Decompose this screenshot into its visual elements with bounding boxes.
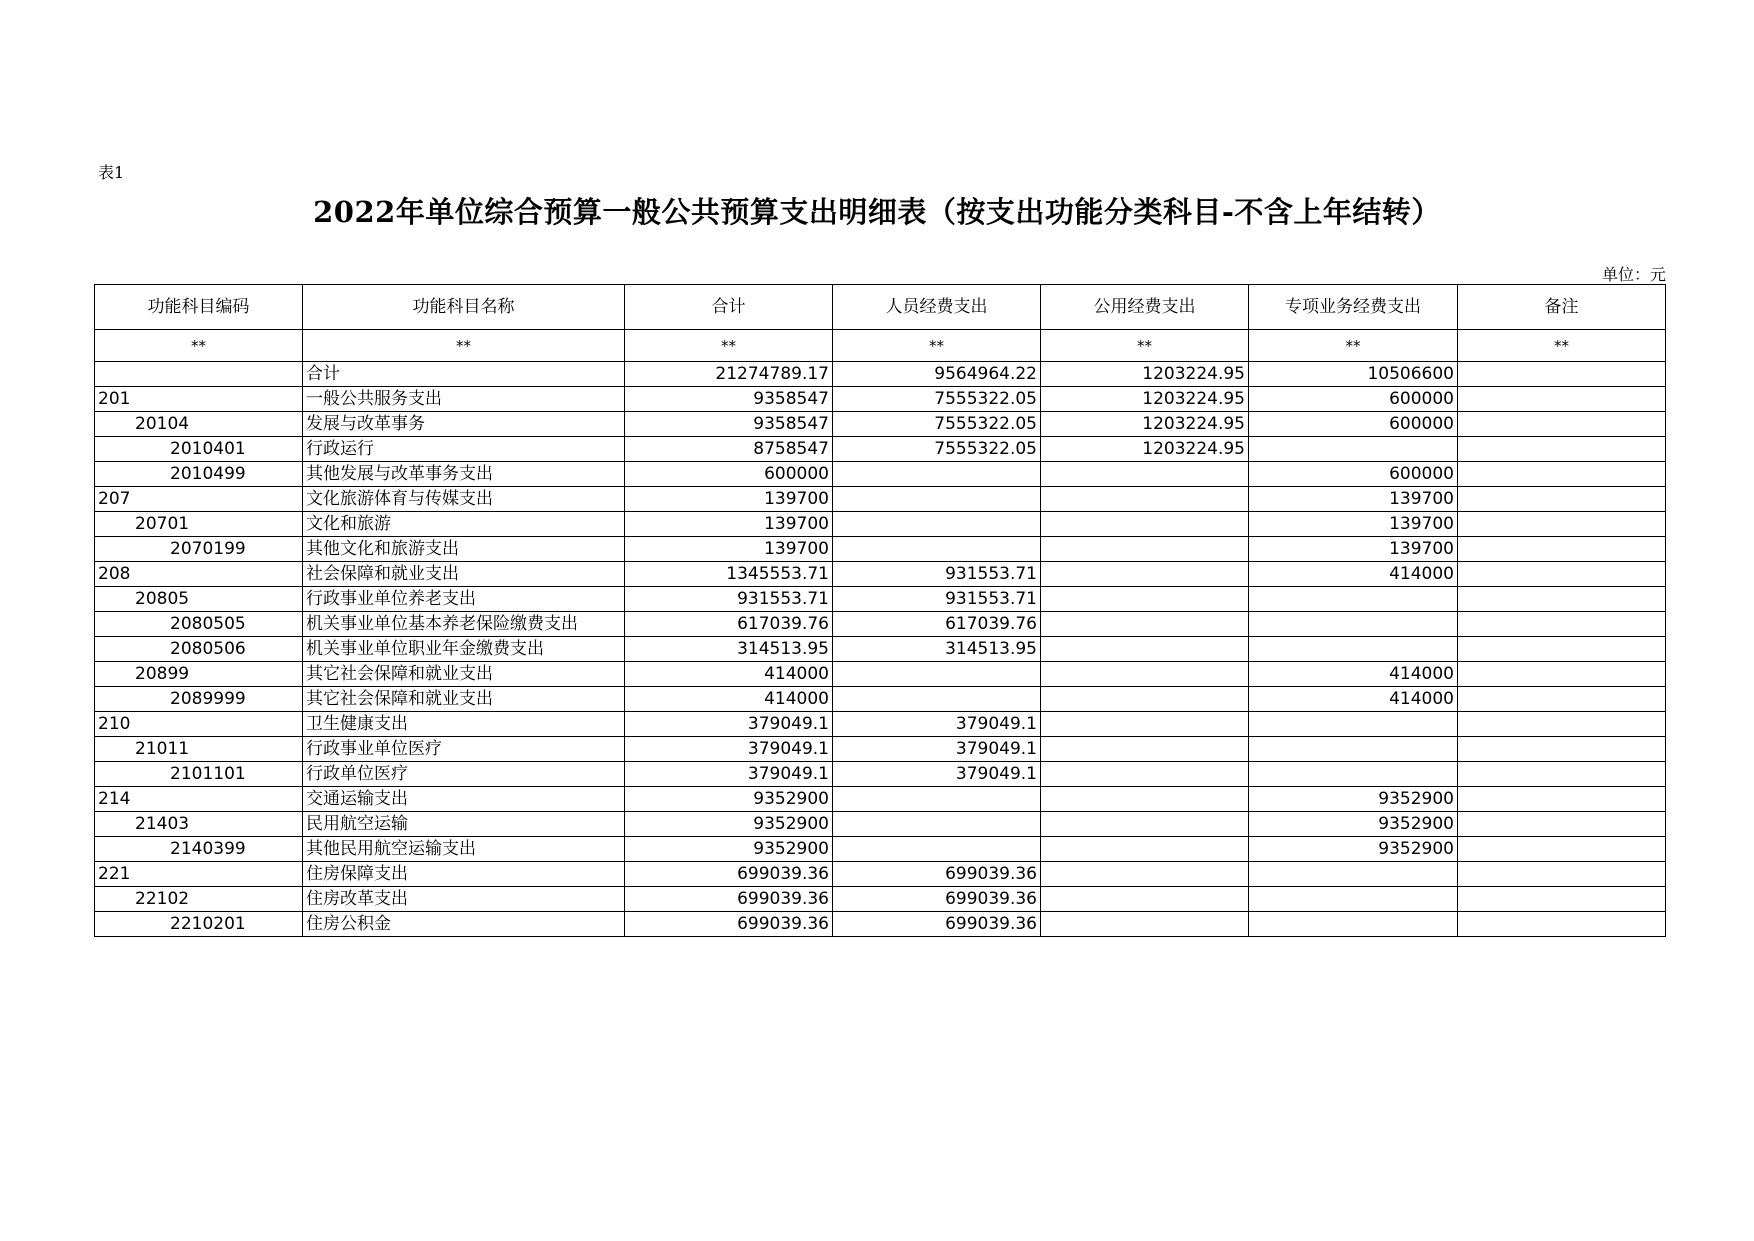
cell-note (1458, 612, 1666, 637)
cell-name: 其他民用航空运输支出 (303, 837, 625, 862)
cell-total: 931553.71 (625, 587, 833, 612)
cell-total: 9352900 (625, 787, 833, 812)
cell-note (1458, 837, 1666, 862)
marker-cell: ** (1041, 330, 1249, 362)
cell-note (1458, 487, 1666, 512)
table-row (95, 737, 1666, 762)
table-row (95, 437, 1666, 462)
table-row (95, 862, 1666, 887)
cell-personnel (833, 812, 1041, 837)
cell-code: 21011 (95, 737, 303, 762)
cell-name: 机关事业单位基本养老保险缴费支出 (303, 612, 625, 637)
cell-code: 2210201 (95, 912, 303, 937)
cell-note (1458, 362, 1666, 387)
cell-note (1458, 412, 1666, 437)
cell-personnel: 7555322.05 (833, 437, 1041, 462)
cell-total: 379049.1 (625, 737, 833, 762)
cell-total: 600000 (625, 462, 833, 487)
cell-public: 1203224.95 (1041, 362, 1249, 387)
cell-note (1458, 787, 1666, 812)
cell-name: 行政运行 (303, 437, 625, 462)
table-row (95, 612, 1666, 637)
cell-name: 卫生健康支出 (303, 712, 625, 737)
cell-personnel: 7555322.05 (833, 387, 1041, 412)
cell-name: 住房改革支出 (303, 887, 625, 912)
cell-personnel: 379049.1 (833, 737, 1041, 762)
marker-cell: ** (625, 330, 833, 362)
marker-cell: ** (1249, 330, 1458, 362)
cell-personnel: 379049.1 (833, 762, 1041, 787)
cell-note (1458, 387, 1666, 412)
cell-personnel (833, 487, 1041, 512)
cell-name: 文化旅游体育与传媒支出 (303, 487, 625, 512)
cell-total: 9352900 (625, 812, 833, 837)
table-row (95, 562, 1666, 587)
cell-code (95, 362, 303, 387)
budget-expenditure-table (94, 284, 1666, 937)
table-row (95, 587, 1666, 612)
cell-code: 20104 (95, 412, 303, 437)
cell-code: 2080505 (95, 612, 303, 637)
cell-code: 2089999 (95, 687, 303, 712)
cell-note (1458, 762, 1666, 787)
table-row (95, 487, 1666, 512)
cell-total: 699039.36 (625, 912, 833, 937)
cell-public: 1203224.95 (1041, 412, 1249, 437)
cell-public (1041, 837, 1249, 862)
cell-note (1458, 562, 1666, 587)
cell-name: 交通运输支出 (303, 787, 625, 812)
table-row (95, 787, 1666, 812)
marker-cell: ** (833, 330, 1041, 362)
table-row (95, 462, 1666, 487)
cell-name: 文化和旅游 (303, 512, 625, 537)
cell-public (1041, 562, 1249, 587)
marker-row (95, 330, 1666, 362)
cell-special (1249, 712, 1458, 737)
header-note: 备注 (1458, 285, 1666, 330)
cell-special (1249, 437, 1458, 462)
cell-special (1249, 637, 1458, 662)
cell-code: 20701 (95, 512, 303, 537)
table-row (95, 687, 1666, 712)
cell-code: 221 (95, 862, 303, 887)
cell-code: 2080506 (95, 637, 303, 662)
cell-personnel: 699039.36 (833, 862, 1041, 887)
header-total: 合计 (625, 285, 833, 330)
cell-note (1458, 437, 1666, 462)
cell-public (1041, 737, 1249, 762)
cell-code: 207 (95, 487, 303, 512)
marker-cell: ** (1458, 330, 1666, 362)
marker-cell: ** (95, 330, 303, 362)
table-row (95, 537, 1666, 562)
cell-code: 210 (95, 712, 303, 737)
cell-total: 414000 (625, 662, 833, 687)
cell-code: 2010499 (95, 462, 303, 487)
table-row (95, 387, 1666, 412)
cell-name: 其他发展与改革事务支出 (303, 462, 625, 487)
cell-note (1458, 687, 1666, 712)
cell-personnel: 9564964.22 (833, 362, 1041, 387)
table-row (95, 762, 1666, 787)
cell-special (1249, 862, 1458, 887)
header-name: 功能科目名称 (303, 285, 625, 330)
cell-special (1249, 887, 1458, 912)
cell-name: 行政事业单位医疗 (303, 737, 625, 762)
marker-cell: ** (303, 330, 625, 362)
cell-code: 214 (95, 787, 303, 812)
cell-public (1041, 612, 1249, 637)
cell-personnel: 617039.76 (833, 612, 1041, 637)
cell-total: 699039.36 (625, 862, 833, 887)
cell-public (1041, 462, 1249, 487)
cell-name: 一般公共服务支出 (303, 387, 625, 412)
cell-public (1041, 862, 1249, 887)
cell-code: 2010401 (95, 437, 303, 462)
cell-special (1249, 762, 1458, 787)
cell-special: 414000 (1249, 687, 1458, 712)
cell-personnel: 379049.1 (833, 712, 1041, 737)
cell-name: 其他文化和旅游支出 (303, 537, 625, 562)
cell-special: 600000 (1249, 387, 1458, 412)
cell-public (1041, 662, 1249, 687)
cell-total: 139700 (625, 512, 833, 537)
cell-personnel: 931553.71 (833, 562, 1041, 587)
cell-public (1041, 812, 1249, 837)
cell-personnel: 314513.95 (833, 637, 1041, 662)
cell-public (1041, 487, 1249, 512)
cell-note (1458, 512, 1666, 537)
cell-special: 414000 (1249, 562, 1458, 587)
cell-total: 9352900 (625, 837, 833, 862)
cell-public: 1203224.95 (1041, 437, 1249, 462)
table-row (95, 412, 1666, 437)
cell-name: 其它社会保障和就业支出 (303, 687, 625, 712)
cell-name: 民用航空运输 (303, 812, 625, 837)
document-title: 2022年单位综合预算一般公共预算支出明细表（按支出功能分类科目-不含上年结转） (313, 195, 1441, 229)
table-row (95, 887, 1666, 912)
cell-note (1458, 887, 1666, 912)
cell-total: 314513.95 (625, 637, 833, 662)
cell-code: 208 (95, 562, 303, 587)
cell-code: 2101101 (95, 762, 303, 787)
cell-public (1041, 537, 1249, 562)
cell-note (1458, 712, 1666, 737)
cell-personnel (833, 462, 1041, 487)
cell-total: 414000 (625, 687, 833, 712)
cell-public (1041, 887, 1249, 912)
cell-code: 2140399 (95, 837, 303, 862)
cell-special: 414000 (1249, 662, 1458, 687)
cell-personnel (833, 662, 1041, 687)
cell-code: 20805 (95, 587, 303, 612)
cell-code: 2070199 (95, 537, 303, 562)
cell-name: 社会保障和就业支出 (303, 562, 625, 587)
cell-name: 机关事业单位职业年金缴费支出 (303, 637, 625, 662)
cell-personnel: 699039.36 (833, 912, 1041, 937)
cell-special: 9352900 (1249, 837, 1458, 862)
cell-public (1041, 762, 1249, 787)
cell-personnel: 931553.71 (833, 587, 1041, 612)
cell-note (1458, 662, 1666, 687)
cell-special: 139700 (1249, 487, 1458, 512)
cell-public (1041, 512, 1249, 537)
cell-code: 20899 (95, 662, 303, 687)
cell-code: 201 (95, 387, 303, 412)
cell-public (1041, 687, 1249, 712)
cell-public: 1203224.95 (1041, 387, 1249, 412)
cell-personnel: 699039.36 (833, 887, 1041, 912)
header-personnel: 人员经费支出 (833, 285, 1041, 330)
cell-special: 600000 (1249, 462, 1458, 487)
cell-note (1458, 637, 1666, 662)
cell-total: 21274789.17 (625, 362, 833, 387)
cell-note (1458, 537, 1666, 562)
cell-special (1249, 912, 1458, 937)
cell-special (1249, 587, 1458, 612)
cell-code: 22102 (95, 887, 303, 912)
cell-total: 379049.1 (625, 762, 833, 787)
cell-public (1041, 787, 1249, 812)
cell-total: 1345553.71 (625, 562, 833, 587)
cell-public (1041, 912, 1249, 937)
table-row (95, 662, 1666, 687)
table-row (95, 512, 1666, 537)
header-row (95, 285, 1666, 330)
cell-name: 合计 (303, 362, 625, 387)
cell-total: 8758547 (625, 437, 833, 462)
cell-personnel (833, 537, 1041, 562)
cell-personnel (833, 787, 1041, 812)
cell-total: 139700 (625, 487, 833, 512)
cell-special: 9352900 (1249, 787, 1458, 812)
cell-personnel (833, 687, 1041, 712)
unit-label: 单位：元 (1601, 265, 1666, 284)
cell-note (1458, 737, 1666, 762)
header-special: 专项业务经费支出 (1249, 285, 1458, 330)
cell-public (1041, 637, 1249, 662)
header-code: 功能科目编码 (95, 285, 303, 330)
cell-personnel (833, 837, 1041, 862)
cell-name: 行政单位医疗 (303, 762, 625, 787)
cell-public (1041, 587, 1249, 612)
cell-code: 21403 (95, 812, 303, 837)
cell-note (1458, 812, 1666, 837)
cell-name: 住房公积金 (303, 912, 625, 937)
table-row (95, 812, 1666, 837)
cell-total: 9358547 (625, 387, 833, 412)
header-public: 公用经费支出 (1041, 285, 1249, 330)
cell-note (1458, 912, 1666, 937)
cell-total: 9358547 (625, 412, 833, 437)
cell-public (1041, 712, 1249, 737)
cell-total: 699039.36 (625, 887, 833, 912)
cell-name: 其它社会保障和就业支出 (303, 662, 625, 687)
table-row (95, 362, 1666, 387)
table-row (95, 912, 1666, 937)
cell-special: 139700 (1249, 512, 1458, 537)
cell-total: 617039.76 (625, 612, 833, 637)
cell-special: 9352900 (1249, 812, 1458, 837)
cell-personnel (833, 512, 1041, 537)
cell-special (1249, 612, 1458, 637)
cell-personnel: 7555322.05 (833, 412, 1041, 437)
cell-name: 发展与改革事务 (303, 412, 625, 437)
cell-name: 住房保障支出 (303, 862, 625, 887)
cell-note (1458, 587, 1666, 612)
cell-special: 139700 (1249, 537, 1458, 562)
cell-total: 379049.1 (625, 712, 833, 737)
table-number-label: 表1 (98, 163, 125, 182)
table-row (95, 837, 1666, 862)
cell-special: 10506600 (1249, 362, 1458, 387)
table-row (95, 637, 1666, 662)
cell-note (1458, 862, 1666, 887)
cell-total: 139700 (625, 537, 833, 562)
cell-special (1249, 737, 1458, 762)
table-row (95, 712, 1666, 737)
cell-note (1458, 462, 1666, 487)
cell-special: 600000 (1249, 412, 1458, 437)
cell-name: 行政事业单位养老支出 (303, 587, 625, 612)
